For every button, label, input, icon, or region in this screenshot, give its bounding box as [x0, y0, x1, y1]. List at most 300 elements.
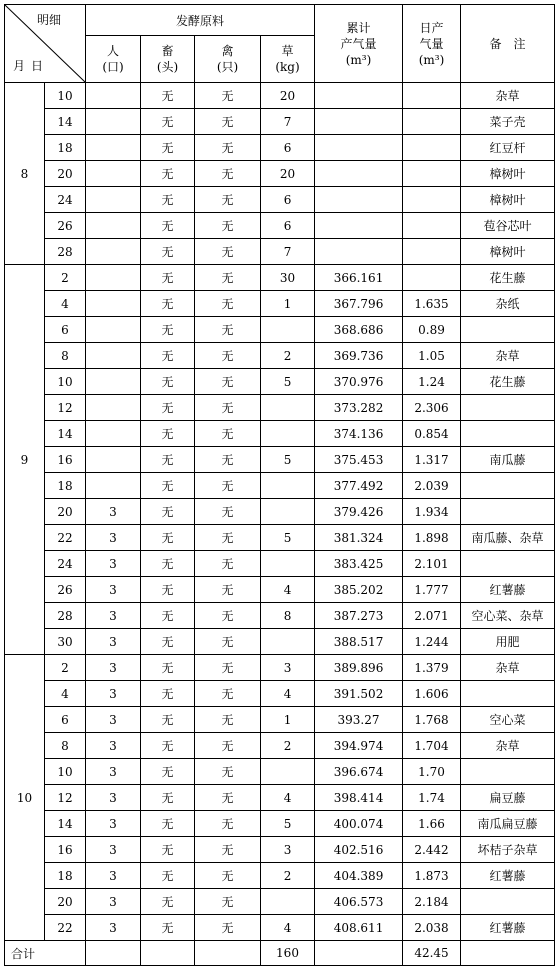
- day-cell: 8: [45, 343, 86, 369]
- day-cell: 10: [45, 759, 86, 785]
- poultry-cell: 无: [195, 291, 261, 317]
- people-header: [86, 36, 141, 83]
- day-cell: 14: [45, 421, 86, 447]
- livestock-cell: 无: [141, 369, 195, 395]
- people-cell: [86, 317, 141, 343]
- remarks-cell: 花生藤: [461, 265, 555, 291]
- total-remarks-cell: [461, 941, 555, 966]
- daily-gas-header-unit: (m³): [418, 52, 445, 67]
- cumulative-gas-cell: 366.161: [315, 265, 403, 291]
- people-cell: [86, 291, 141, 317]
- cumulative-gas-cell: 377.492: [315, 473, 403, 499]
- cumulative-gas-cell: 406.573: [315, 889, 403, 915]
- livestock-cell: 无: [141, 629, 195, 655]
- livestock-cell: 无: [141, 187, 195, 213]
- cumulative-gas-cell: 398.414: [315, 785, 403, 811]
- cumulative-gas-cell: 374.136: [315, 421, 403, 447]
- daily-gas-cell: [403, 187, 461, 213]
- remarks-cell: 苞谷芯叶: [461, 213, 555, 239]
- day-cell: 28: [45, 603, 86, 629]
- grass-cell: 7: [261, 239, 315, 265]
- livestock-cell: 无: [141, 239, 195, 265]
- table-row: [5, 863, 555, 889]
- people-cell: 3: [86, 837, 141, 863]
- livestock-cell: 无: [141, 447, 195, 473]
- poultry-cell: 无: [195, 317, 261, 343]
- remarks-cell: 红薯藤: [461, 915, 555, 941]
- poultry-cell: 无: [195, 473, 261, 499]
- daily-gas-cell: 1.704: [403, 733, 461, 759]
- remarks-cell: 樟树叶: [461, 187, 555, 213]
- total-people-cell: [86, 941, 141, 966]
- day-cell: 22: [45, 915, 86, 941]
- cumulative-gas-cell: 394.974: [315, 733, 403, 759]
- table-row: [5, 109, 555, 135]
- remarks-cell: 南瓜藤: [461, 447, 555, 473]
- people-cell: [86, 135, 141, 161]
- people-cell: 3: [86, 733, 141, 759]
- daily-gas-cell: 1.768: [403, 707, 461, 733]
- daily-gas-cell: 2.442: [403, 837, 461, 863]
- cumulative-gas-cell: [315, 161, 403, 187]
- table-row: [5, 889, 555, 915]
- daily-gas-cell: [403, 109, 461, 135]
- grass-cell: [261, 889, 315, 915]
- remarks-cell: 南瓜藤、杂草: [461, 525, 555, 551]
- daily-gas-cell: 2.184: [403, 889, 461, 915]
- livestock-cell: 无: [141, 681, 195, 707]
- table-row: [5, 265, 555, 291]
- table-row: [5, 343, 555, 369]
- livestock-header-label: 畜: [161, 44, 174, 58]
- poultry-header: [195, 36, 261, 83]
- day-cell: 12: [45, 785, 86, 811]
- poultry-cell: 无: [195, 577, 261, 603]
- day-cell: 18: [45, 135, 86, 161]
- daily-gas-cell: 1.606: [403, 681, 461, 707]
- daily-gas-cell: [403, 213, 461, 239]
- daily-gas-cell: 1.66: [403, 811, 461, 837]
- poultry-cell: 无: [195, 161, 261, 187]
- people-cell: 3: [86, 707, 141, 733]
- daily-gas-cell: 2.038: [403, 915, 461, 941]
- grass-cell: [261, 499, 315, 525]
- people-cell: 3: [86, 577, 141, 603]
- table-row: [5, 733, 555, 759]
- cumulative-gas-cell: 396.674: [315, 759, 403, 785]
- day-cell: 6: [45, 317, 86, 343]
- daily-gas-cell: 1.05: [403, 343, 461, 369]
- people-cell: [86, 473, 141, 499]
- cumulative-gas-header-unit: (m³): [345, 52, 372, 67]
- poultry-cell: 无: [195, 681, 261, 707]
- livestock-cell: 无: [141, 499, 195, 525]
- grass-cell: 1: [261, 707, 315, 733]
- poultry-cell: 无: [195, 655, 261, 681]
- remarks-cell: 杂草: [461, 733, 555, 759]
- daily-gas-cell: 1.317: [403, 447, 461, 473]
- poultry-cell: 无: [195, 343, 261, 369]
- day-cell: 30: [45, 629, 86, 655]
- month-cell: 8: [5, 83, 45, 265]
- poultry-cell: 无: [195, 421, 261, 447]
- cumulative-gas-cell: 369.736: [315, 343, 403, 369]
- poultry-cell: 无: [195, 83, 261, 109]
- poultry-cell: 无: [195, 395, 261, 421]
- cumulative-gas-cell: 368.686: [315, 317, 403, 343]
- table-row: [5, 447, 555, 473]
- grass-cell: 5: [261, 369, 315, 395]
- day-cell: 2: [45, 265, 86, 291]
- cumulative-gas-cell: 391.502: [315, 681, 403, 707]
- table-row: [5, 785, 555, 811]
- grass-cell: 3: [261, 837, 315, 863]
- table-row: [5, 161, 555, 187]
- cumulative-gas-cell: 373.282: [315, 395, 403, 421]
- cumulative-gas-cell: [315, 187, 403, 213]
- people-cell: 3: [86, 525, 141, 551]
- table-row: [5, 629, 555, 655]
- daily-gas-cell: [403, 135, 461, 161]
- grass-cell: 3: [261, 655, 315, 681]
- livestock-cell: 无: [141, 265, 195, 291]
- daily-gas-cell: 2.039: [403, 473, 461, 499]
- cumulative-gas-cell: 383.425: [315, 551, 403, 577]
- daily-gas-cell: 2.306: [403, 395, 461, 421]
- grass-cell: [261, 629, 315, 655]
- livestock-cell: 无: [141, 759, 195, 785]
- livestock-cell: 无: [141, 343, 195, 369]
- poultry-cell: 无: [195, 109, 261, 135]
- remarks-cell: [461, 551, 555, 577]
- livestock-cell: 无: [141, 317, 195, 343]
- table-row: [5, 811, 555, 837]
- poultry-cell: 无: [195, 369, 261, 395]
- total-row: [5, 941, 555, 966]
- total-poultry-cell: [195, 941, 261, 966]
- poultry-cell: 无: [195, 603, 261, 629]
- biogas-log-table: [4, 4, 555, 966]
- corner-detail-label: 明细: [36, 13, 61, 27]
- daily-gas-header-line1: 日产: [419, 20, 444, 35]
- remarks-header: 备 注: [461, 5, 555, 83]
- daily-gas-cell: 1.244: [403, 629, 461, 655]
- grass-cell: 6: [261, 135, 315, 161]
- corner-header-cell: [5, 5, 86, 83]
- daily-gas-header: [403, 5, 461, 83]
- grass-cell: 1: [261, 291, 315, 317]
- day-cell: 8: [45, 733, 86, 759]
- daily-gas-cell: 1.70: [403, 759, 461, 785]
- grass-cell: 2: [261, 343, 315, 369]
- people-cell: [86, 343, 141, 369]
- poultry-cell: 无: [195, 525, 261, 551]
- grass-cell: 5: [261, 447, 315, 473]
- grass-cell: 4: [261, 785, 315, 811]
- table-body: [5, 83, 555, 941]
- livestock-cell: 无: [141, 109, 195, 135]
- grass-cell: [261, 759, 315, 785]
- table-row: [5, 551, 555, 577]
- livestock-cell: 无: [141, 733, 195, 759]
- total-grass-cell: 160: [261, 941, 315, 966]
- grass-cell: 20: [261, 161, 315, 187]
- day-cell: 2: [45, 655, 86, 681]
- people-cell: 3: [86, 681, 141, 707]
- remarks-cell: 杂草: [461, 343, 555, 369]
- people-header-label: 人: [106, 44, 119, 58]
- remarks-cell: 杂草: [461, 83, 555, 109]
- remarks-cell: 菜子壳: [461, 109, 555, 135]
- day-cell: 16: [45, 447, 86, 473]
- day-cell: 26: [45, 577, 86, 603]
- remarks-cell: [461, 317, 555, 343]
- daily-gas-cell: 0.89: [403, 317, 461, 343]
- day-cell: 26: [45, 213, 86, 239]
- remarks-cell: [461, 395, 555, 421]
- cumulative-gas-cell: 400.074: [315, 811, 403, 837]
- livestock-cell: 无: [141, 811, 195, 837]
- people-cell: 3: [86, 629, 141, 655]
- day-cell: 10: [45, 369, 86, 395]
- grass-cell: [261, 421, 315, 447]
- livestock-cell: 无: [141, 915, 195, 941]
- people-cell: 3: [86, 499, 141, 525]
- remarks-cell: 杂纸: [461, 291, 555, 317]
- daily-gas-cell: 1.24: [403, 369, 461, 395]
- poultry-cell: 无: [195, 837, 261, 863]
- people-cell: [86, 109, 141, 135]
- poultry-cell: 无: [195, 785, 261, 811]
- poultry-cell: 无: [195, 707, 261, 733]
- remarks-cell: 红薯藤: [461, 863, 555, 889]
- corner-date-label: 月日: [13, 59, 50, 73]
- livestock-cell: 无: [141, 785, 195, 811]
- table-row: [5, 421, 555, 447]
- remarks-cell: [461, 889, 555, 915]
- daily-gas-header-line2: 气量: [419, 36, 444, 51]
- cumulative-gas-cell: 404.389: [315, 863, 403, 889]
- month-cell: 9: [5, 265, 45, 655]
- grass-cell: 2: [261, 863, 315, 889]
- cumulative-gas-cell: [315, 109, 403, 135]
- cumulative-gas-cell: 381.324: [315, 525, 403, 551]
- cumulative-gas-cell: 389.896: [315, 655, 403, 681]
- livestock-cell: 无: [141, 525, 195, 551]
- people-cell: [86, 421, 141, 447]
- poultry-cell: 无: [195, 863, 261, 889]
- livestock-cell: 无: [141, 473, 195, 499]
- table-row: [5, 837, 555, 863]
- daily-gas-cell: 1.74: [403, 785, 461, 811]
- cumulative-gas-cell: [315, 135, 403, 161]
- people-cell: 3: [86, 785, 141, 811]
- cumulative-gas-cell: 375.453: [315, 447, 403, 473]
- table-row: [5, 187, 555, 213]
- remarks-cell: 红薯藤: [461, 577, 555, 603]
- grass-cell: 30: [261, 265, 315, 291]
- table-row: [5, 707, 555, 733]
- grass-cell: 4: [261, 577, 315, 603]
- grass-header: [261, 36, 315, 83]
- cumulative-gas-cell: 388.517: [315, 629, 403, 655]
- table-row: [5, 317, 555, 343]
- cumulative-gas-cell: 370.976: [315, 369, 403, 395]
- table-row: [5, 655, 555, 681]
- poultry-cell: 无: [195, 213, 261, 239]
- day-cell: 20: [45, 161, 86, 187]
- remarks-cell: [461, 473, 555, 499]
- day-cell: 10: [45, 83, 86, 109]
- remarks-cell: [461, 421, 555, 447]
- remarks-cell: [461, 499, 555, 525]
- daily-gas-cell: 1.873: [403, 863, 461, 889]
- people-cell: 3: [86, 603, 141, 629]
- poultry-cell: 无: [195, 447, 261, 473]
- table-row: [5, 473, 555, 499]
- people-cell: [86, 83, 141, 109]
- remarks-cell: [461, 681, 555, 707]
- remarks-cell: 扁豆藤: [461, 785, 555, 811]
- remarks-cell: 杂草: [461, 655, 555, 681]
- livestock-cell: 无: [141, 655, 195, 681]
- daily-gas-cell: [403, 83, 461, 109]
- table-row: [5, 525, 555, 551]
- remarks-cell: 空心菜: [461, 707, 555, 733]
- day-cell: 20: [45, 889, 86, 915]
- people-cell: 3: [86, 655, 141, 681]
- daily-gas-cell: [403, 265, 461, 291]
- livestock-cell: 无: [141, 213, 195, 239]
- daily-gas-cell: 2.101: [403, 551, 461, 577]
- remarks-cell: 红豆杆: [461, 135, 555, 161]
- people-cell: [86, 265, 141, 291]
- grass-cell: 7: [261, 109, 315, 135]
- daily-gas-cell: 1.777: [403, 577, 461, 603]
- table-row: [5, 395, 555, 421]
- grass-cell: [261, 395, 315, 421]
- cumulative-gas-cell: 379.426: [315, 499, 403, 525]
- livestock-header-unit: (头): [156, 60, 179, 74]
- day-cell: 24: [45, 187, 86, 213]
- day-cell: 18: [45, 473, 86, 499]
- grass-header-label: 草: [281, 44, 294, 58]
- day-cell: 16: [45, 837, 86, 863]
- people-header-unit: (口): [102, 60, 124, 74]
- people-cell: 3: [86, 811, 141, 837]
- poultry-cell: 无: [195, 135, 261, 161]
- day-cell: 14: [45, 109, 86, 135]
- total-label: 合计: [5, 941, 86, 966]
- daily-gas-cell: 1.898: [403, 525, 461, 551]
- fermentation-material-header: 发酵原料: [86, 5, 315, 36]
- daily-gas-cell: 2.071: [403, 603, 461, 629]
- day-cell: 4: [45, 291, 86, 317]
- day-cell: 20: [45, 499, 86, 525]
- people-cell: [86, 395, 141, 421]
- day-cell: 28: [45, 239, 86, 265]
- cumulative-gas-cell: [315, 83, 403, 109]
- daily-gas-cell: 1.934: [403, 499, 461, 525]
- table-row: [5, 135, 555, 161]
- remarks-cell: 用肥: [461, 629, 555, 655]
- grass-cell: [261, 551, 315, 577]
- day-cell: 18: [45, 863, 86, 889]
- remarks-cell: 樟树叶: [461, 239, 555, 265]
- livestock-cell: 无: [141, 291, 195, 317]
- day-cell: 6: [45, 707, 86, 733]
- people-cell: 3: [86, 889, 141, 915]
- daily-gas-cell: [403, 161, 461, 187]
- poultry-cell: 无: [195, 239, 261, 265]
- remarks-cell: [461, 759, 555, 785]
- cumulative-gas-cell: 367.796: [315, 291, 403, 317]
- people-cell: [86, 447, 141, 473]
- poultry-cell: 无: [195, 265, 261, 291]
- day-cell: 12: [45, 395, 86, 421]
- grass-cell: 2: [261, 733, 315, 759]
- cumulative-gas-cell: 393.27: [315, 707, 403, 733]
- livestock-cell: 无: [141, 551, 195, 577]
- livestock-cell: 无: [141, 135, 195, 161]
- poultry-cell: 无: [195, 499, 261, 525]
- people-cell: [86, 213, 141, 239]
- grass-cell: 6: [261, 187, 315, 213]
- people-cell: 3: [86, 551, 141, 577]
- cumulative-gas-header-line1: 累计: [346, 20, 371, 35]
- poultry-cell: 无: [195, 915, 261, 941]
- table-row: [5, 681, 555, 707]
- table-row: [5, 915, 555, 941]
- cumulative-gas-header-line2: 产气量: [340, 36, 377, 51]
- livestock-cell: 无: [141, 421, 195, 447]
- day-cell: 4: [45, 681, 86, 707]
- poultry-cell: 无: [195, 759, 261, 785]
- table-row: [5, 499, 555, 525]
- grass-cell: 8: [261, 603, 315, 629]
- total-daily-cell: 42.45: [403, 941, 461, 966]
- people-cell: [86, 187, 141, 213]
- daily-gas-cell: 1.635: [403, 291, 461, 317]
- livestock-header: [141, 36, 195, 83]
- grass-cell: 5: [261, 811, 315, 837]
- poultry-cell: 无: [195, 733, 261, 759]
- daily-gas-cell: 1.379: [403, 655, 461, 681]
- cumulative-gas-cell: 402.516: [315, 837, 403, 863]
- total-livestock-cell: [141, 941, 195, 966]
- cumulative-gas-cell: 408.611: [315, 915, 403, 941]
- remarks-cell: 樟树叶: [461, 161, 555, 187]
- people-cell: [86, 239, 141, 265]
- livestock-cell: 无: [141, 83, 195, 109]
- remarks-cell: 空心菜、杂草: [461, 603, 555, 629]
- livestock-cell: 无: [141, 395, 195, 421]
- poultry-cell: 无: [195, 629, 261, 655]
- grass-cell: 20: [261, 83, 315, 109]
- cumulative-gas-cell: 385.202: [315, 577, 403, 603]
- day-cell: 22: [45, 525, 86, 551]
- grass-cell: 5: [261, 525, 315, 551]
- cumulative-gas-cell: [315, 213, 403, 239]
- poultry-cell: 无: [195, 811, 261, 837]
- cumulative-gas-cell: [315, 239, 403, 265]
- table-row: [5, 577, 555, 603]
- livestock-cell: 无: [141, 577, 195, 603]
- day-cell: 14: [45, 811, 86, 837]
- table-row: [5, 213, 555, 239]
- poultry-cell: 无: [195, 551, 261, 577]
- table-row: [5, 369, 555, 395]
